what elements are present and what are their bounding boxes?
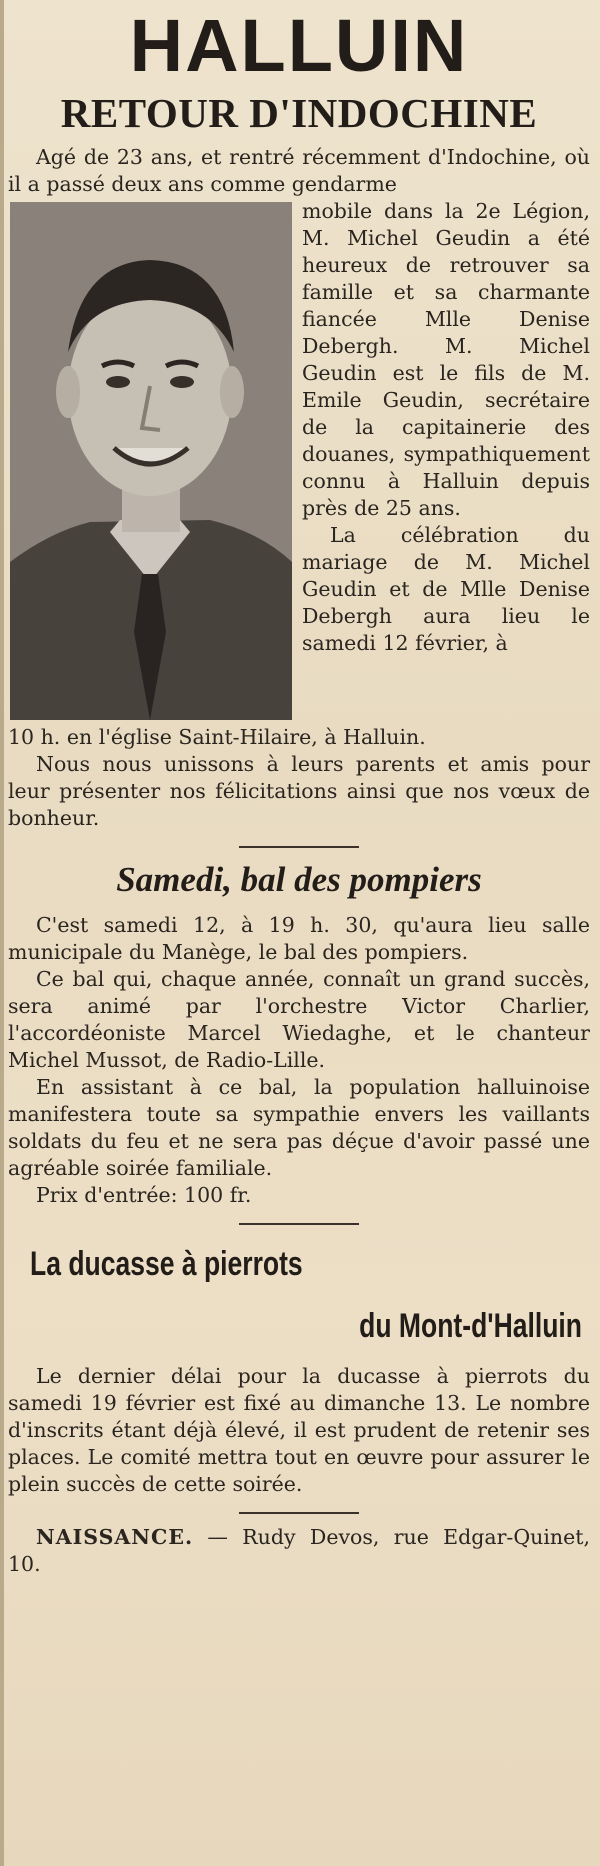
section-divider	[239, 846, 359, 848]
article1-intro: Agé de 23 ans, et rentré récemment d'Indochine, où il a passé deux ans comme gendarme	[8, 145, 590, 196]
article3-title-line-1: La ducasse à pierrots	[30, 1245, 303, 1283]
article2-para-2: Ce bal qui, chaque année, connaît un grand succès, sera animé par l'orchestre Victor Charlier, l'accordéoniste Marcel Wiedaghe, et le chanteur Michel Mussot, de Radio-Lille.	[8, 967, 590, 1072]
article1-after-photo: 10 h. en l'église Saint-Hilaire, à Halluin.	[8, 725, 426, 749]
section-divider	[239, 1512, 359, 1514]
portrait-image	[10, 202, 292, 720]
article3-para-1: Le dernier délai pour la ducasse à pierrots du samedi 19 février est fixé au dimanche 13. Le nombre d'inscrits étant déjà élevé, il est prudent de retenir ses places. Le comité mettra tout en œuvre pour assurer le plein succès de cette soirée.	[8, 1364, 590, 1496]
birth-notice	[8, 1524, 590, 1578]
article2-para-3: En assistant à ce bal, la population halluinoise manifestera toute sa sympathie envers les vaillants soldats du feu et ne sera pas déçue d'avoir passé une agréable soirée familiale.	[8, 1075, 590, 1180]
birth-notice-lead: NAISSANCE.	[36, 1525, 194, 1549]
clipping-edge	[0, 0, 4, 1866]
portrait-photo	[10, 202, 292, 720]
article2-para-1: C'est samedi 12, à 19 h. 30, qu'aura lieu salle municipale du Manège, le bal des pompiers.	[8, 913, 590, 964]
article3-title-line-2: du Mont-d'Halluin	[359, 1307, 582, 1345]
article1-side-text: mobile dans la 2e Légion, M. Michel Geudin a été heureux de retrouver sa famille et sa charmante fiancée Mlle Denise Debergh. M. Michel Geudin est le fils de M. Emile Geudin, secrétaire de la capitainerie des douanes, sympathiquement connu à Halluin depuis près de 25 ans.	[302, 199, 590, 520]
section-divider	[239, 1223, 359, 1225]
article1-closing: Nous nous unissons à leurs parents et amis pour leur présenter nos félicitations ainsi que nos vœux de bonheur.	[8, 752, 590, 830]
article1-title: RETOUR D'INDOCHINE	[60, 90, 538, 136]
masthead: HALLUIN	[129, 4, 469, 87]
article1-side-para: La célébration du mariage de M. Michel Geudin et de Mlle Denise Debergh aura lieu le samedi 12 février, à	[302, 523, 590, 655]
article2-para-4: Prix d'entrée: 100 fr.	[36, 1183, 252, 1207]
birth-notice-text: — Rudy Devos, rue Edgar-Quinet, 10.	[8, 1525, 590, 1576]
article2-title: Samedi, bal des pompiers	[116, 860, 482, 899]
